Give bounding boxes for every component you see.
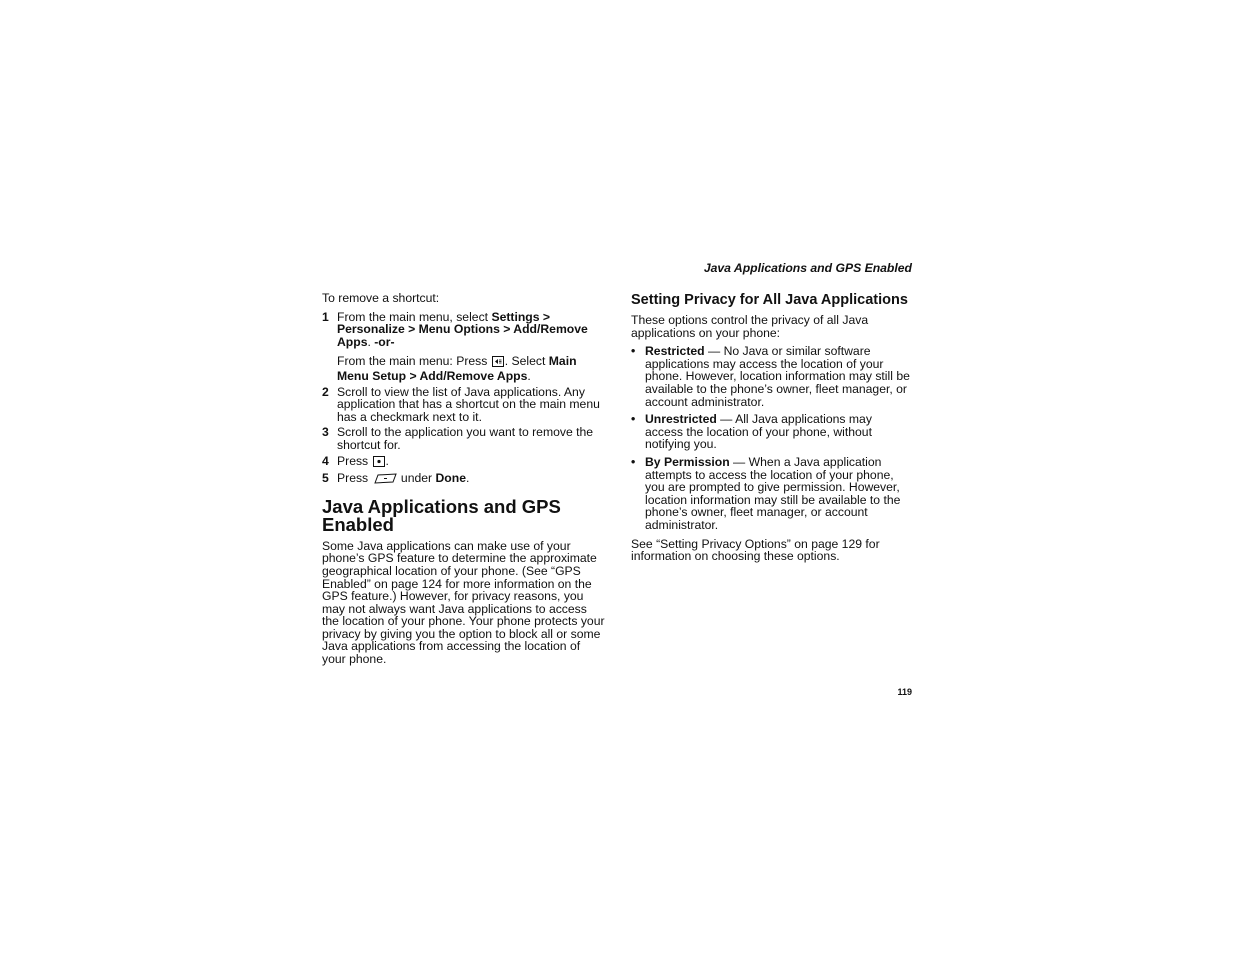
step-3 — [322, 426, 607, 451]
option-term: By Permission — [645, 454, 730, 469]
step-text: Press under Done. — [337, 471, 470, 486]
step-text: Scroll to view the list of Java applications. Any application that has a shortcut on the main menu has a checkmark next to it. — [337, 384, 600, 424]
running-head: Java Applications and GPS Enabled — [703, 261, 912, 275]
option-description: — All Java applications may access the location of your phone, without notifying you. — [645, 412, 872, 452]
bullet-icon: • — [631, 412, 636, 427]
step-text: Press . — [337, 453, 389, 468]
remove-shortcut-steps — [322, 311, 607, 487]
option-term: Restricted — [645, 344, 705, 359]
right-column — [631, 292, 913, 563]
step-number: 2 — [322, 384, 329, 399]
privacy-options-list — [631, 345, 913, 531]
section-body: Some Java applications can make use of your phone’s GPS feature to determine the approximate geographical location of your phone. (See “GPS Enabled” on page 124 for more information on the GPS feature.) However, for privacy reasons, you may not always want Java applications to access the location of your phone. Your phone protects your privacy by giving you the option to block all or some Java applications from accessing the location of your phone. — [322, 538, 605, 667]
step-1 — [322, 311, 607, 383]
subsection-heading: Setting Privacy for All Java Applications — [631, 292, 908, 308]
step-number: 5 — [322, 471, 329, 486]
option-unrestricted — [631, 413, 913, 451]
step-number: 1 — [322, 309, 329, 324]
option-restricted — [631, 345, 913, 408]
softkey-icon — [373, 473, 397, 487]
step-4 — [322, 455, 607, 470]
step-number: 3 — [322, 425, 329, 440]
option-by-permission — [631, 456, 913, 532]
option-description: — No Java or similar software applications may access the location of your phone. However, location information may still be available to the phone’s owner, fleet manager, or account administrator. — [645, 344, 910, 409]
remove-shortcut-intro: To remove a shortcut: — [322, 291, 440, 305]
privacy-intro: These options control the privacy of all Java applications on your phone: — [631, 313, 869, 340]
step-5 — [322, 472, 607, 487]
option-term: Unrestricted — [645, 412, 717, 427]
option-description: — When a Java application attempts to access the location of your phone, you are prompted to give permission. However, location information may still be available to the phone’s owner, fleet manager, or account administrator. — [645, 454, 901, 532]
section-heading: Java Applications and GPS Enabled — [322, 495, 561, 536]
step-text: Scroll to the application you want to remove the shortcut for. — [337, 425, 594, 452]
bullet-icon: • — [631, 454, 636, 469]
step-text: From the main menu, select Settings > Personalize > Menu Options > Add/Remove Apps. -or- — [337, 309, 588, 349]
menu-key-icon — [492, 356, 504, 370]
step-alternative: From the main menu: Press . Select Main Menu Setup > Add/Remove Apps. — [337, 354, 577, 383]
left-column — [322, 292, 607, 666]
page-number: 119 — [897, 687, 912, 697]
step-2 — [322, 386, 607, 424]
see-also: See “Setting Privacy Options” on page 129 for information on choosing these options. — [631, 536, 880, 564]
ok-key-icon — [373, 456, 385, 470]
bullet-icon: • — [631, 344, 636, 359]
step-number: 4 — [322, 453, 329, 468]
